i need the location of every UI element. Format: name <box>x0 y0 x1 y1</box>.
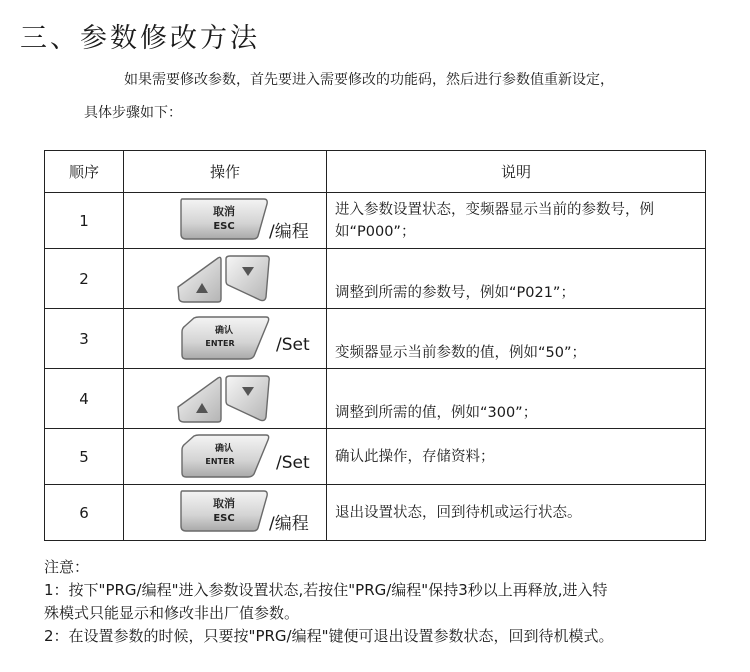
header-order: 顺序 <box>45 151 124 193</box>
table-row <box>45 309 706 369</box>
down-key-icon <box>226 256 269 301</box>
step-description: 进入参数设置状态，变频器显示当前的参数号，例如“P000”； <box>327 193 706 249</box>
note-2: 2：在设置参数的时候，只要按"PRG/编程"键便可退出设置参数状态，回到待机模式。 <box>44 627 614 645</box>
table-row <box>45 485 706 541</box>
up-down-keys-icon <box>174 375 274 423</box>
notes-section <box>44 556 724 648</box>
esc-key-top-label: 取消 <box>213 497 235 510</box>
key-suffix-label: /Set <box>276 453 310 473</box>
up-key-icon <box>178 377 221 422</box>
step-description: 退出设置状态，回到待机或运行状态。 <box>327 485 706 541</box>
table-row <box>45 193 706 249</box>
step-operation <box>124 485 327 541</box>
enter-key-icon <box>180 434 272 478</box>
up-key-icon <box>178 257 221 302</box>
enter-key-bottom-label: ENTER <box>205 457 235 466</box>
enter-key-bottom-label: ENTER <box>205 339 235 348</box>
table-header-row <box>45 151 706 193</box>
table-row <box>45 249 706 309</box>
esc-key-icon <box>178 196 270 242</box>
esc-key-icon <box>178 488 270 534</box>
esc-key-top-label: 取消 <box>213 205 235 218</box>
notes-heading: 注意： <box>44 558 90 576</box>
note-1-line-1: 1：按下"PRG/编程"进入参数设置状态,若按住"PRG/编程"保持3秒以上再释放,进入特 <box>44 581 608 599</box>
step-operation <box>124 369 327 429</box>
table-row <box>45 369 706 429</box>
esc-key-bottom-label: ESC <box>213 221 235 232</box>
enter-key-top-label: 确认 <box>214 444 234 454</box>
step-description: 变频器显示当前参数的值，例如“50”； <box>327 309 706 369</box>
intro-paragraph <box>84 64 724 130</box>
step-number: 6 <box>45 485 124 541</box>
step-number: 2 <box>45 249 124 309</box>
step-description: 调整到所需的参数号，例如“P021”； <box>327 249 706 309</box>
key-suffix-label: /编程 <box>269 514 309 534</box>
header-description: 说明 <box>327 151 706 193</box>
step-operation <box>124 193 327 249</box>
step-operation <box>124 309 327 369</box>
header-operation: 操作 <box>124 151 327 193</box>
step-description: 确认此操作，存储资料； <box>327 429 706 485</box>
step-number: 1 <box>45 193 124 249</box>
key-suffix-label: /Set <box>276 335 310 355</box>
intro-line-1: 如果需要修改参数，首先要进入需要修改的功能码，然后进行参数值重新设定， <box>124 72 614 88</box>
step-description: 调整到所需的值，例如“300”； <box>327 369 706 429</box>
section-title: 三、参数修改方法 <box>20 23 260 54</box>
step-number: 5 <box>45 429 124 485</box>
step-operation <box>124 429 327 485</box>
enter-key-icon <box>180 316 272 360</box>
key-suffix-label: /编程 <box>269 222 309 242</box>
step-number: 3 <box>45 309 124 369</box>
steps-table <box>44 150 706 541</box>
table-row <box>45 429 706 485</box>
esc-key-bottom-label: ESC <box>213 513 235 524</box>
down-key-icon <box>226 376 269 421</box>
enter-key-top-label: 确认 <box>214 326 234 336</box>
note-1-line-2: 殊模式只能显示和修改非出厂值参数。 <box>44 604 300 622</box>
up-down-keys-icon <box>174 255 274 303</box>
intro-line-2: 具体步骤如下： <box>84 105 182 121</box>
step-number: 4 <box>45 369 124 429</box>
step-operation <box>124 249 327 309</box>
